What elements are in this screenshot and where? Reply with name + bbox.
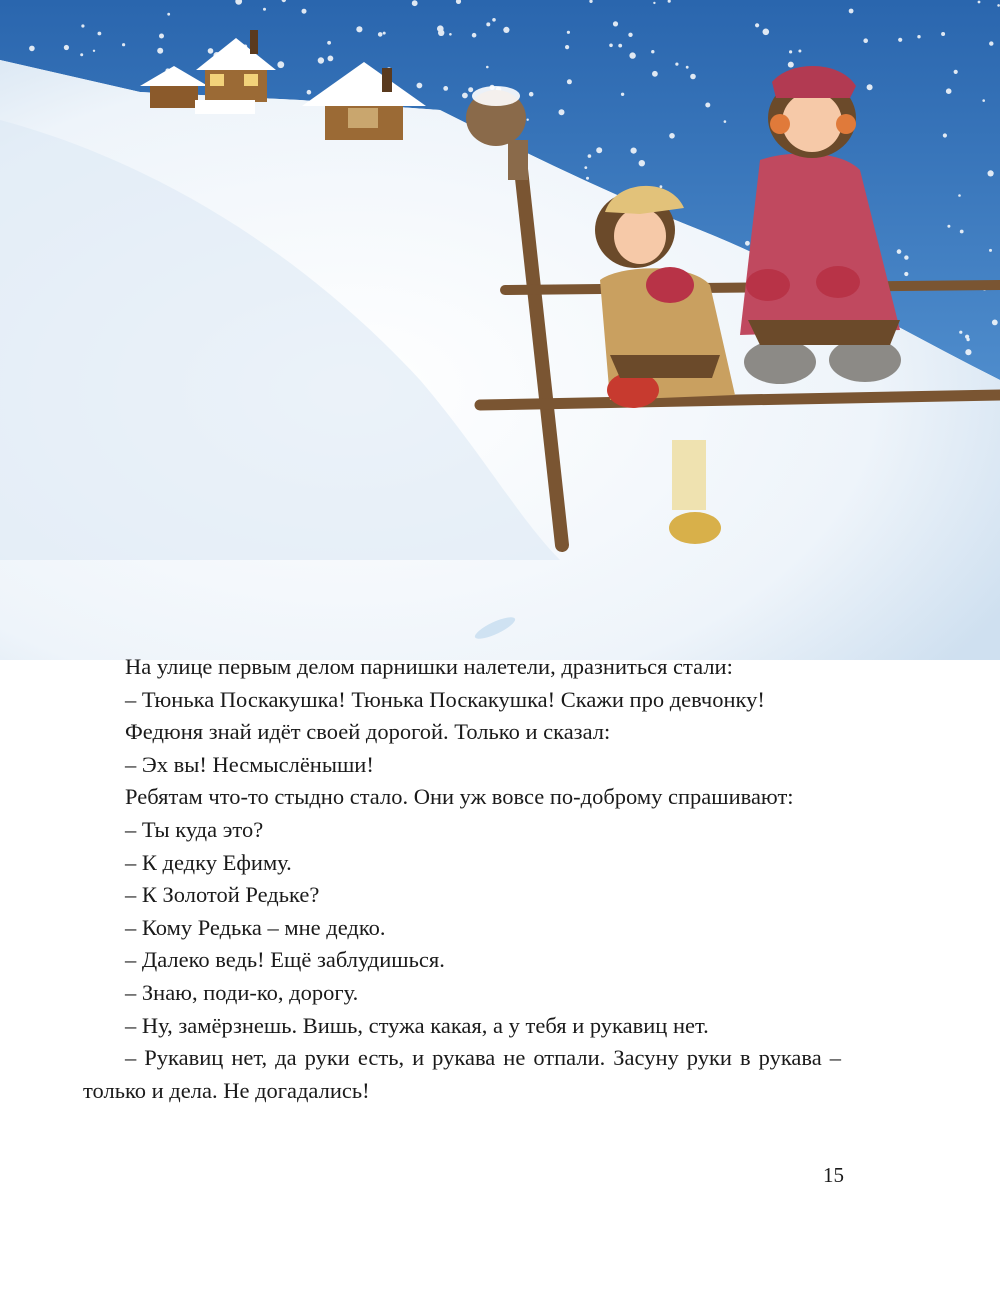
snowflake [443,86,448,91]
snowflake [978,1,981,4]
snowflake [763,29,770,36]
snowflake [798,50,801,53]
snowflake [449,33,452,36]
snowflake [486,22,490,26]
snowflake [660,185,663,188]
snowflake [618,44,622,48]
snowflake [613,21,618,26]
snowflake [686,66,689,69]
snowflake [959,331,962,334]
snowflake [675,63,678,66]
snowflake [263,8,266,11]
story-paragraph: – К дедку Ефиму. [125,849,292,875]
snowflake [567,31,570,34]
snowflake [492,18,496,22]
snowflake [960,230,964,234]
story-paragraph: Федюня знай идёт своей дорогой. Только и сказал: [125,719,611,745]
story-paragraph: Ребятам что-то стыдно стало. Они уж вовсе по-доброму спрашивают: [125,784,794,810]
snowflake [958,194,961,197]
snowflake [327,41,331,45]
snowflake [690,74,696,80]
snowflake [167,13,170,16]
snowflake [81,24,84,27]
snowflake [989,249,992,252]
snowflake [943,133,947,137]
story-paragraph: – Ну, замёрзнешь. Вишь, стужа какая, а у тебя и рукавиц нет. [125,1012,709,1038]
snowflake [867,84,873,90]
snowflake [80,53,83,56]
snowflake [412,0,418,6]
snowflake [941,32,945,36]
snowflake [383,32,386,35]
snowflake [277,61,284,68]
snowflake [628,33,632,37]
snowflake [965,349,971,355]
story-paragraph: – Кому Редька – мне дедко. [125,914,386,940]
snowflake [631,148,637,154]
snowflake [897,249,902,254]
snowflake [318,57,324,63]
snowflake [29,46,35,52]
snowflake [755,23,759,27]
snowflake [584,166,587,169]
snowflake [621,93,624,96]
story-paragraph: – Тюнька Поскакушка! Тюнька Поскакушка! Скажи про девчонку! [125,686,765,712]
story-paragraph: На улице первым делом парнишки налетели, дразниться стали: [125,654,733,679]
snowflake [917,35,920,38]
snowflake [588,154,592,158]
snowflake [745,241,750,246]
snowflake [724,120,727,123]
page-number: 15 [823,1163,844,1187]
story-paragraph: – К Золотой Редьке? [125,882,320,908]
snowflake [705,103,710,108]
story-paragraph: – Эх вы! Несмыслёныши! [125,751,374,777]
snowflake [652,71,658,77]
snowflake [472,33,477,38]
snowflake [904,255,908,259]
story-paragraph: – Рукавиц нет, да руки есть, и рукава не отпали. Засуну руки в рукава – только и дела. Не догадались! [83,1045,841,1103]
snowflake [863,38,868,43]
snowflake [93,50,95,52]
snowflake [669,133,675,139]
snowflake [378,32,383,37]
snowflake [503,27,509,33]
snowflake [438,30,444,36]
snowflake [565,45,569,49]
story-paragraph: – Знаю, поди-ко, дорогу. [125,979,359,1005]
snowflake [586,177,589,180]
snowflake [567,79,572,84]
snowflake [904,272,908,276]
snowflake [529,92,534,97]
story-text [83,651,841,1107]
snowflake [122,43,125,46]
snowflake [609,44,613,48]
snowflake [992,320,998,326]
snowflake [596,147,602,153]
snowflake [559,109,565,115]
snowflake [417,83,423,89]
snowflake [629,52,635,58]
snowflake [788,62,794,68]
snowflake [954,70,958,74]
snowflake [966,338,969,341]
snowflake [157,48,163,54]
snowflake [988,170,994,176]
snowflake [356,26,362,32]
snowflake [898,38,902,42]
story-paragraph: – Далеко ведь! Ещё заблудишься. [125,947,445,973]
snowflake [946,88,952,94]
snowflake [328,56,334,62]
snowflake [651,50,654,53]
snowflake [64,45,69,50]
snowflake [462,93,468,99]
story-paragraph: – Ты куда это? [125,816,264,842]
snowflake [527,119,529,121]
snowflake [98,32,102,36]
snowflake [302,9,307,14]
snowflake [307,90,312,95]
snowflake [639,160,645,166]
snowflake [849,9,854,14]
snowflake [989,41,993,45]
snowflake [486,66,489,69]
snowflake [468,87,473,92]
snowflake [789,50,792,53]
snowflake [208,48,214,54]
snowflake [982,99,985,102]
snowflake [159,34,164,39]
snowflake [653,2,655,4]
snowflake [947,225,950,228]
